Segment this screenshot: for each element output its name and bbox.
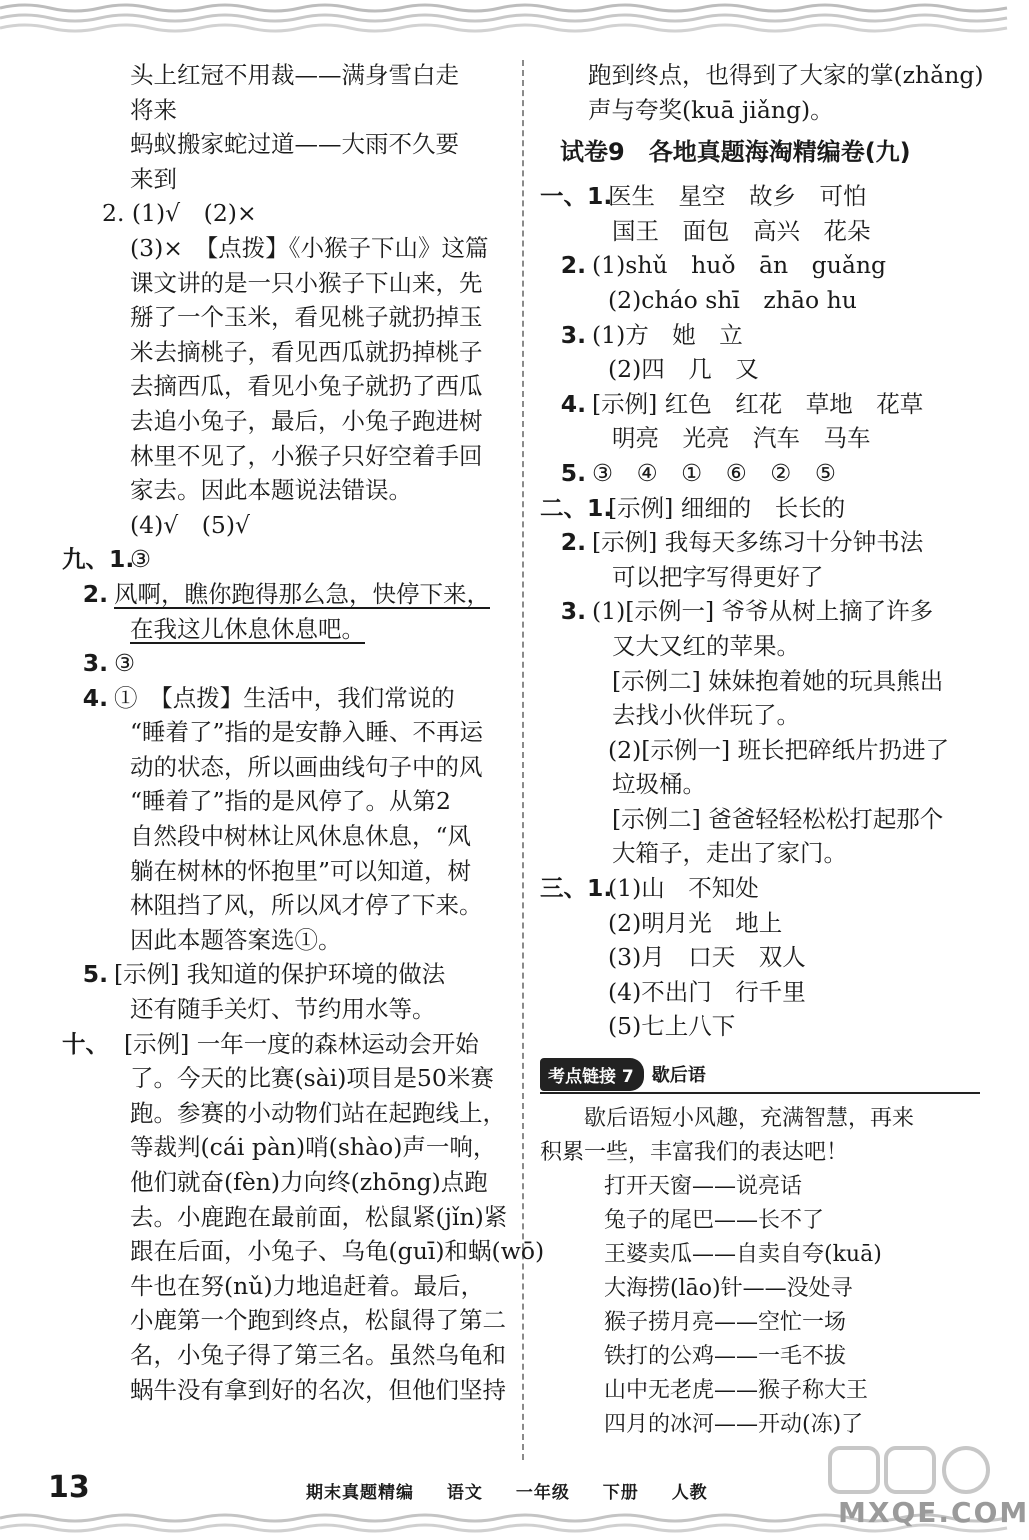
answer-text: ① 【点拨】生活中，我们常说的 [114,683,455,712]
answer-line: 等裁判(cái pàn)哨(shào)声一响， [130,1133,497,1162]
answer-line: 2. (1)√ (2)× [102,199,257,228]
answer-line: 跟在后面，小兔子、乌龟(guī)和蜗(wō) [130,1237,545,1266]
answer-text: (1)方 她 立 [592,320,743,349]
question-1-5 [540,456,980,491]
answer-line: 名，小兔子得了第三名。虽然乌龟和 [130,1340,506,1369]
question-label: 4. [560,389,586,418]
book-name: 期末真题精编 [306,1483,414,1503]
question-label: 2. [82,579,108,608]
question-label: 3. [560,320,586,349]
answer-text: ③ ④ ① ⑥ ② ⑤ [592,458,836,487]
answer-text: ③ [114,649,136,678]
question-9-3 [62,646,502,681]
question-label: 2. [560,528,586,557]
proverb-item: 王婆卖瓜——自卖自夸(kuā) [604,1242,882,1268]
answer-text: (1)山 不知处 [608,874,759,903]
answer-line: (2)明月光 地上 [608,908,783,937]
grade: 一年级 [515,1483,570,1503]
answer-line: (4)√ (5)√ [130,510,251,539]
answer-line: 去找小伙伴玩了。 [612,701,800,730]
answer-line: 国王 面包 高兴 花朵 [612,216,871,245]
right-column [540,58,984,1442]
answer-line: 牛也在努(nǔ)力地追赶着。最后， [130,1271,485,1300]
proverb-item: 铁打的公鸡——一毛不拔 [604,1344,847,1370]
answer-text: (1)shǔ huǒ ān guǎng [592,251,887,280]
text-line: 声与夸奖(kuā jiǎng)。 [588,95,834,124]
header-rule [540,1092,980,1094]
answer-line: (2)cháo shī zhāo hu [608,285,857,314]
question-10 [62,1027,502,1062]
watermark-text: MXQE.COM [838,1496,1029,1529]
underlined-answer: 风啊，瞧你跑得那么急，快停下来， [114,579,490,608]
answer-line: (3)× 【点拨】《小猴子下山》这篇 [130,233,489,262]
question-label: 5. [82,960,108,989]
answer-line: [示例二] 爸爸轻轻松松打起那个 [612,804,944,833]
answer-line: 因此本题答案选①。 [130,925,342,954]
proverb-item: 兔子的尾巴——长不了 [604,1208,825,1234]
answer-line: (2)四 几 又 [608,355,759,384]
question-2-1 [540,491,980,526]
answer-line: (3)月 口天 双人 [608,943,806,972]
answer-line: 家去。因此本题说法错误。 [130,476,412,505]
proverb-item: 打开天窗——说亮话 [604,1174,803,1200]
answer-text: [示例] 我知道的保护环境的做法 [114,960,446,989]
answer-line: 课文讲的是一只小猴子下山来，先 [130,268,483,297]
answer-line: 掰了一个玉米，看见桃子就扔掉玉 [130,303,483,332]
intro-line: 积累一些，丰富我们的表达吧！ [540,1140,849,1166]
answer-line: 米去摘桃子，看见西瓜就扔掉桃子 [130,337,483,366]
question-label: 2. [560,251,586,280]
question-label: 十、 [62,1029,109,1058]
answer-line: 还有随手关灯、节约用水等。 [130,995,436,1024]
question-label: 二、1. [540,493,613,522]
answer-line: 了。今天的比赛(sài)项目是50米赛 [130,1064,494,1093]
proverb-item: 大海捞(lāo)针——没处寻 [604,1276,853,1302]
answer-line [62,612,502,647]
text-line: 跑到终点，也得到了大家的掌(zhǎng) [588,61,984,89]
answer-line: 去。小鹿跑在最前面，松鼠紧(jǐn)紧 [130,1202,508,1231]
answer-line: 大箱子，走出了家门。 [612,839,847,868]
answer-text: (1)[示例一] 爷爷从树上摘了许多 [592,597,934,626]
answer-line: 明亮 光亮 汽车 马车 [612,424,871,453]
text-line: 将来 [130,95,177,124]
term: 下册 [602,1483,639,1503]
top-wavy-border [0,0,1007,50]
answer-line: 跑。参赛的小动物们站在起跑线上， [130,1098,506,1127]
edition: 人教 [671,1483,708,1503]
answer-line: 蜗牛没有拿到好的名次，但他们坚持 [130,1375,506,1404]
answer-line: 动的状态，所以画曲线句子中的风 [130,752,483,781]
intro-line: 歇后语短小风趣，充满智慧，再来 [540,1106,915,1132]
answer-text: [示例] 红色 红花 草地 花草 [592,389,924,418]
answer-line: [示例二] 妹妹抱着她的玩具熊出 [612,666,944,695]
answer-text: ③ [130,545,152,574]
answer-line: (5)七上八下 [608,1012,736,1041]
question-1-2 [540,248,980,283]
answer-line: 躺在树林的怀抱里”可以知道，树 [130,856,472,885]
answer-text: [示例] 我每天多练习十分钟书法 [592,528,924,557]
knowledge-link-header [540,1052,980,1096]
question-label: 5. [560,458,586,487]
question-2-3 [540,594,980,629]
knowledge-link-title: 歇后语 [651,1065,706,1087]
exam-title: 试卷9 各地真题海淘精编卷(九) [560,138,911,167]
answer-line: (2)[示例一] 班长把碎纸片扔进了 [608,735,950,764]
question-label: 3. [560,597,586,626]
question-label: 一、1. [540,182,613,211]
text-line: 来到 [130,164,177,193]
question-9-4 [62,681,502,716]
answer-line: 去摘西瓜，看见小兔子就扔了西瓜 [130,372,483,401]
question-1-3 [540,318,980,353]
knowledge-link-badge: 考点链接 7 [540,1058,644,1091]
question-2-2 [540,525,980,560]
text-line: 蚂蚁搬家蛇过道——大雨不久要 [130,130,459,159]
answer-line: 林阻挡了风，所以风才停了下来。 [130,891,483,920]
question-label: 三、1. [540,874,613,903]
page-number: 13 [48,1470,90,1505]
answer-line: 去追小兔子，最后，小兔子跑进树 [130,406,483,435]
question-1-1 [540,179,980,214]
question-9-5 [62,957,502,992]
answer-line: 垃圾桶。 [612,770,706,799]
question-1-4 [540,387,980,422]
answer-text: [示例] 细细的 长长的 [608,493,846,522]
answer-line: 又大又红的苹果。 [612,631,800,660]
answer-line: (4)不出门 行千里 [608,977,806,1006]
proverb-item: 猴子捞月亮——空忙一场 [604,1310,847,1336]
left-column [62,58,545,1407]
answer-line: 可以把字写得更好了 [612,562,824,591]
text-line: 头上红冠不用裁——满身雪白走 [130,61,459,89]
question-label: 九、1. [62,545,135,574]
question-label: 4. [82,683,108,712]
answer-line: 林里不见了，小猴子只好空着手回 [130,441,483,470]
underlined-answer: 在我这儿休息休息吧。 [130,614,365,643]
subject: 语文 [446,1483,483,1503]
proverb-item: 四月的冰河——开动(冻)了 [604,1412,864,1438]
answer-line: 自然段中树林让风休息休息，“风 [130,822,472,851]
answer-line: 他们就奋(fèn)力向终(zhōng)点跑 [130,1168,488,1196]
proverb-list [540,1170,980,1442]
answer-line: 小鹿第一个跑到终点，松鼠得了第二 [130,1306,506,1335]
question-label: 3. [82,649,108,678]
answer-line: “睡着了”指的是安静入睡、不再运 [130,718,484,747]
answer-text: [示例] 一年一度的森林运动会开始 [124,1029,479,1058]
proverb-item: 山中无老虎——猴子称大王 [604,1378,869,1404]
answer-line: “睡着了”指的是风停了。从第2 [130,787,451,816]
question-9-2 [62,577,502,612]
question-9-1 [62,542,502,577]
answer-text: 医生 星空 故乡 可怕 [608,182,867,211]
question-3-1 [540,871,980,906]
